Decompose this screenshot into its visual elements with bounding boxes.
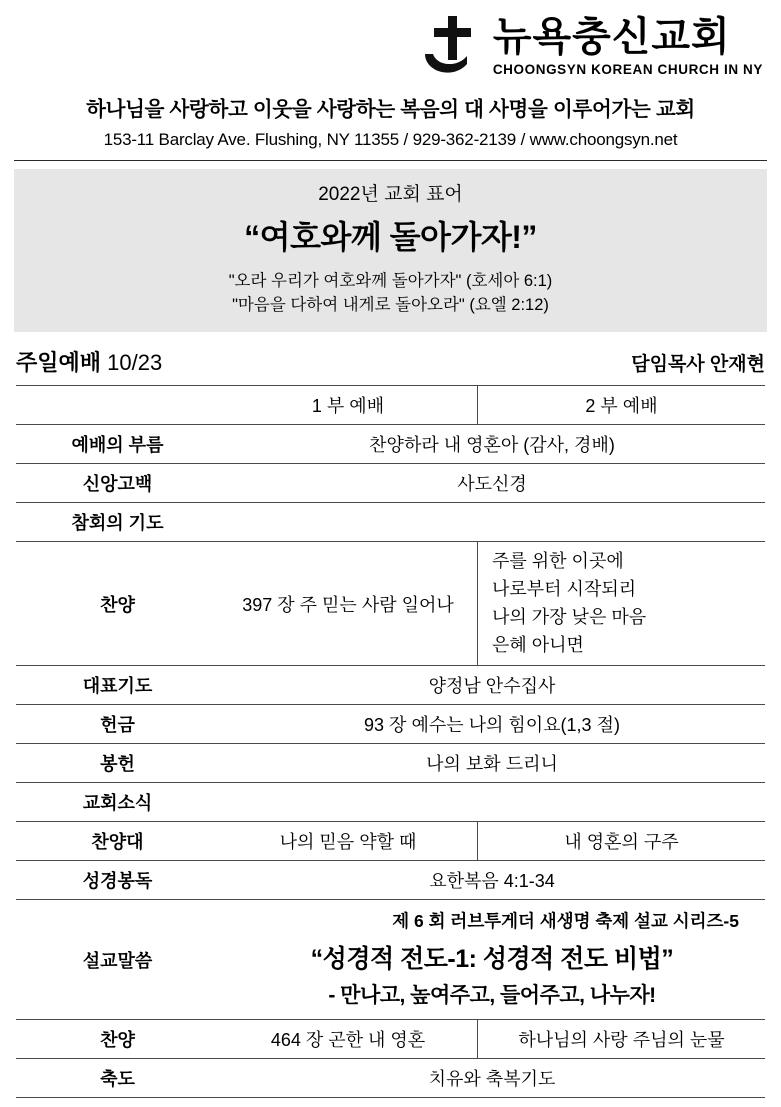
row-label: 찬양 [16, 1020, 219, 1059]
church-slogan: 하나님을 사랑하고 이웃을 사랑하는 복음의 대 사명을 이루어가는 교회 [86, 98, 695, 121]
motto-banner [14, 169, 767, 332]
sermon-series: 제 6 회 러브투게더 새생명 축제 설교 시리즈-5 [392, 911, 739, 932]
hymn-line: 주를 위한 이곳에 [492, 550, 624, 571]
logo-english-text: CHOONGSYN KOREAN CHURCH IN NY [492, 62, 763, 78]
table-header-row [16, 385, 765, 424]
logo-korean-text: 뉴욕충신교회 [492, 15, 731, 60]
row-value: 찬양하라 내 영혼아 (감사, 경배) [219, 424, 765, 463]
row-value [219, 502, 765, 541]
table-row [16, 744, 765, 783]
motto-verse-1: "오라 우리가 여호와께 돌아가자" (호세아 6:1) [228, 272, 553, 290]
header-blank-cell [16, 385, 219, 424]
table-row [16, 424, 765, 463]
motto-verse-2: "마음을 다하여 내게로 돌아오라" (요엘 2:12) [232, 295, 549, 314]
header-divider [14, 160, 767, 161]
motto-main-text: “여호와께 돌아가자!” [244, 219, 537, 255]
table-row [16, 666, 765, 705]
row-label: 찬양 [16, 541, 219, 666]
row-label: 예배의 부름 [16, 424, 219, 463]
row-value-second: 내 영혼의 구주 [478, 822, 766, 861]
service-title [16, 346, 162, 377]
header-second-service: 2 부 예배 [478, 385, 766, 424]
table-row-sermon [16, 900, 765, 1020]
table-row [16, 1059, 765, 1098]
church-address: 153-11 Barclay Ave. Flushing, NY 11355 / 929-362-2139 / www.choongsyn.net [103, 130, 678, 149]
table-row [16, 502, 765, 541]
row-value: 사도신경 [219, 463, 765, 502]
pastor-name: 담임목사 안재현 [631, 353, 765, 375]
row-label: 설교말씀 [16, 900, 219, 1020]
table-row [16, 541, 765, 666]
table-row [16, 822, 765, 861]
row-value: 나의 보화 드리니 [219, 744, 765, 783]
row-label: 헌금 [16, 705, 219, 744]
hymn-line: 나의 가장 낮은 마음 [492, 606, 647, 627]
service-header [16, 346, 765, 377]
row-value [219, 783, 765, 822]
row-label: 찬양대 [16, 822, 219, 861]
order-of-service-table [16, 385, 765, 1099]
row-value-first: 464 장 곤한 내 영혼 [219, 1020, 478, 1059]
table-row [16, 861, 765, 900]
row-value-second-list [478, 541, 766, 666]
row-label: 성경봉독 [16, 861, 219, 900]
row-label: 봉헌 [16, 744, 219, 783]
row-value-first: 나의 믿음 약할 때 [219, 822, 478, 861]
row-value: 양정남 안수집사 [219, 666, 765, 705]
sermon-title: “성경적 전도-1: 성경적 전도 비법” [310, 945, 674, 974]
header-first-service: 1 부 예배 [219, 385, 478, 424]
table-row [16, 1020, 765, 1059]
hymn-line: 은혜 아니면 [492, 634, 584, 655]
hymn-line: 나로부터 시작되리 [492, 578, 637, 599]
row-label: 교회소식 [16, 783, 219, 822]
row-label: 참회의 기도 [16, 502, 219, 541]
motto-year-label: 2022년 교회 표어 [318, 184, 463, 205]
row-value: 요한복음 4:1-34 [219, 861, 765, 900]
row-label: 신앙고백 [16, 463, 219, 502]
cross-and-boat-icon [423, 16, 483, 78]
sermon-subtitle: - 만나고, 높여주고, 들어주고, 나누자! [328, 984, 656, 1008]
row-label: 대표기도 [16, 666, 219, 705]
service-title-label: 주일예배 [16, 349, 102, 375]
row-label: 축도 [16, 1059, 219, 1098]
table-row [16, 783, 765, 822]
service-date: 10/23 [107, 349, 163, 375]
row-value: 치유와 축복기도 [219, 1059, 765, 1098]
church-logo [0, 0, 781, 82]
row-value-second: 하나님의 사랑 주님의 눈물 [478, 1020, 766, 1059]
sermon-block [219, 900, 765, 1020]
row-value: 93 장 예수는 나의 힘이요(1,3 절) [219, 705, 765, 744]
row-value-first: 397 장 주 믿는 사람 일어나 [219, 541, 478, 666]
table-row [16, 463, 765, 502]
table-row [16, 705, 765, 744]
